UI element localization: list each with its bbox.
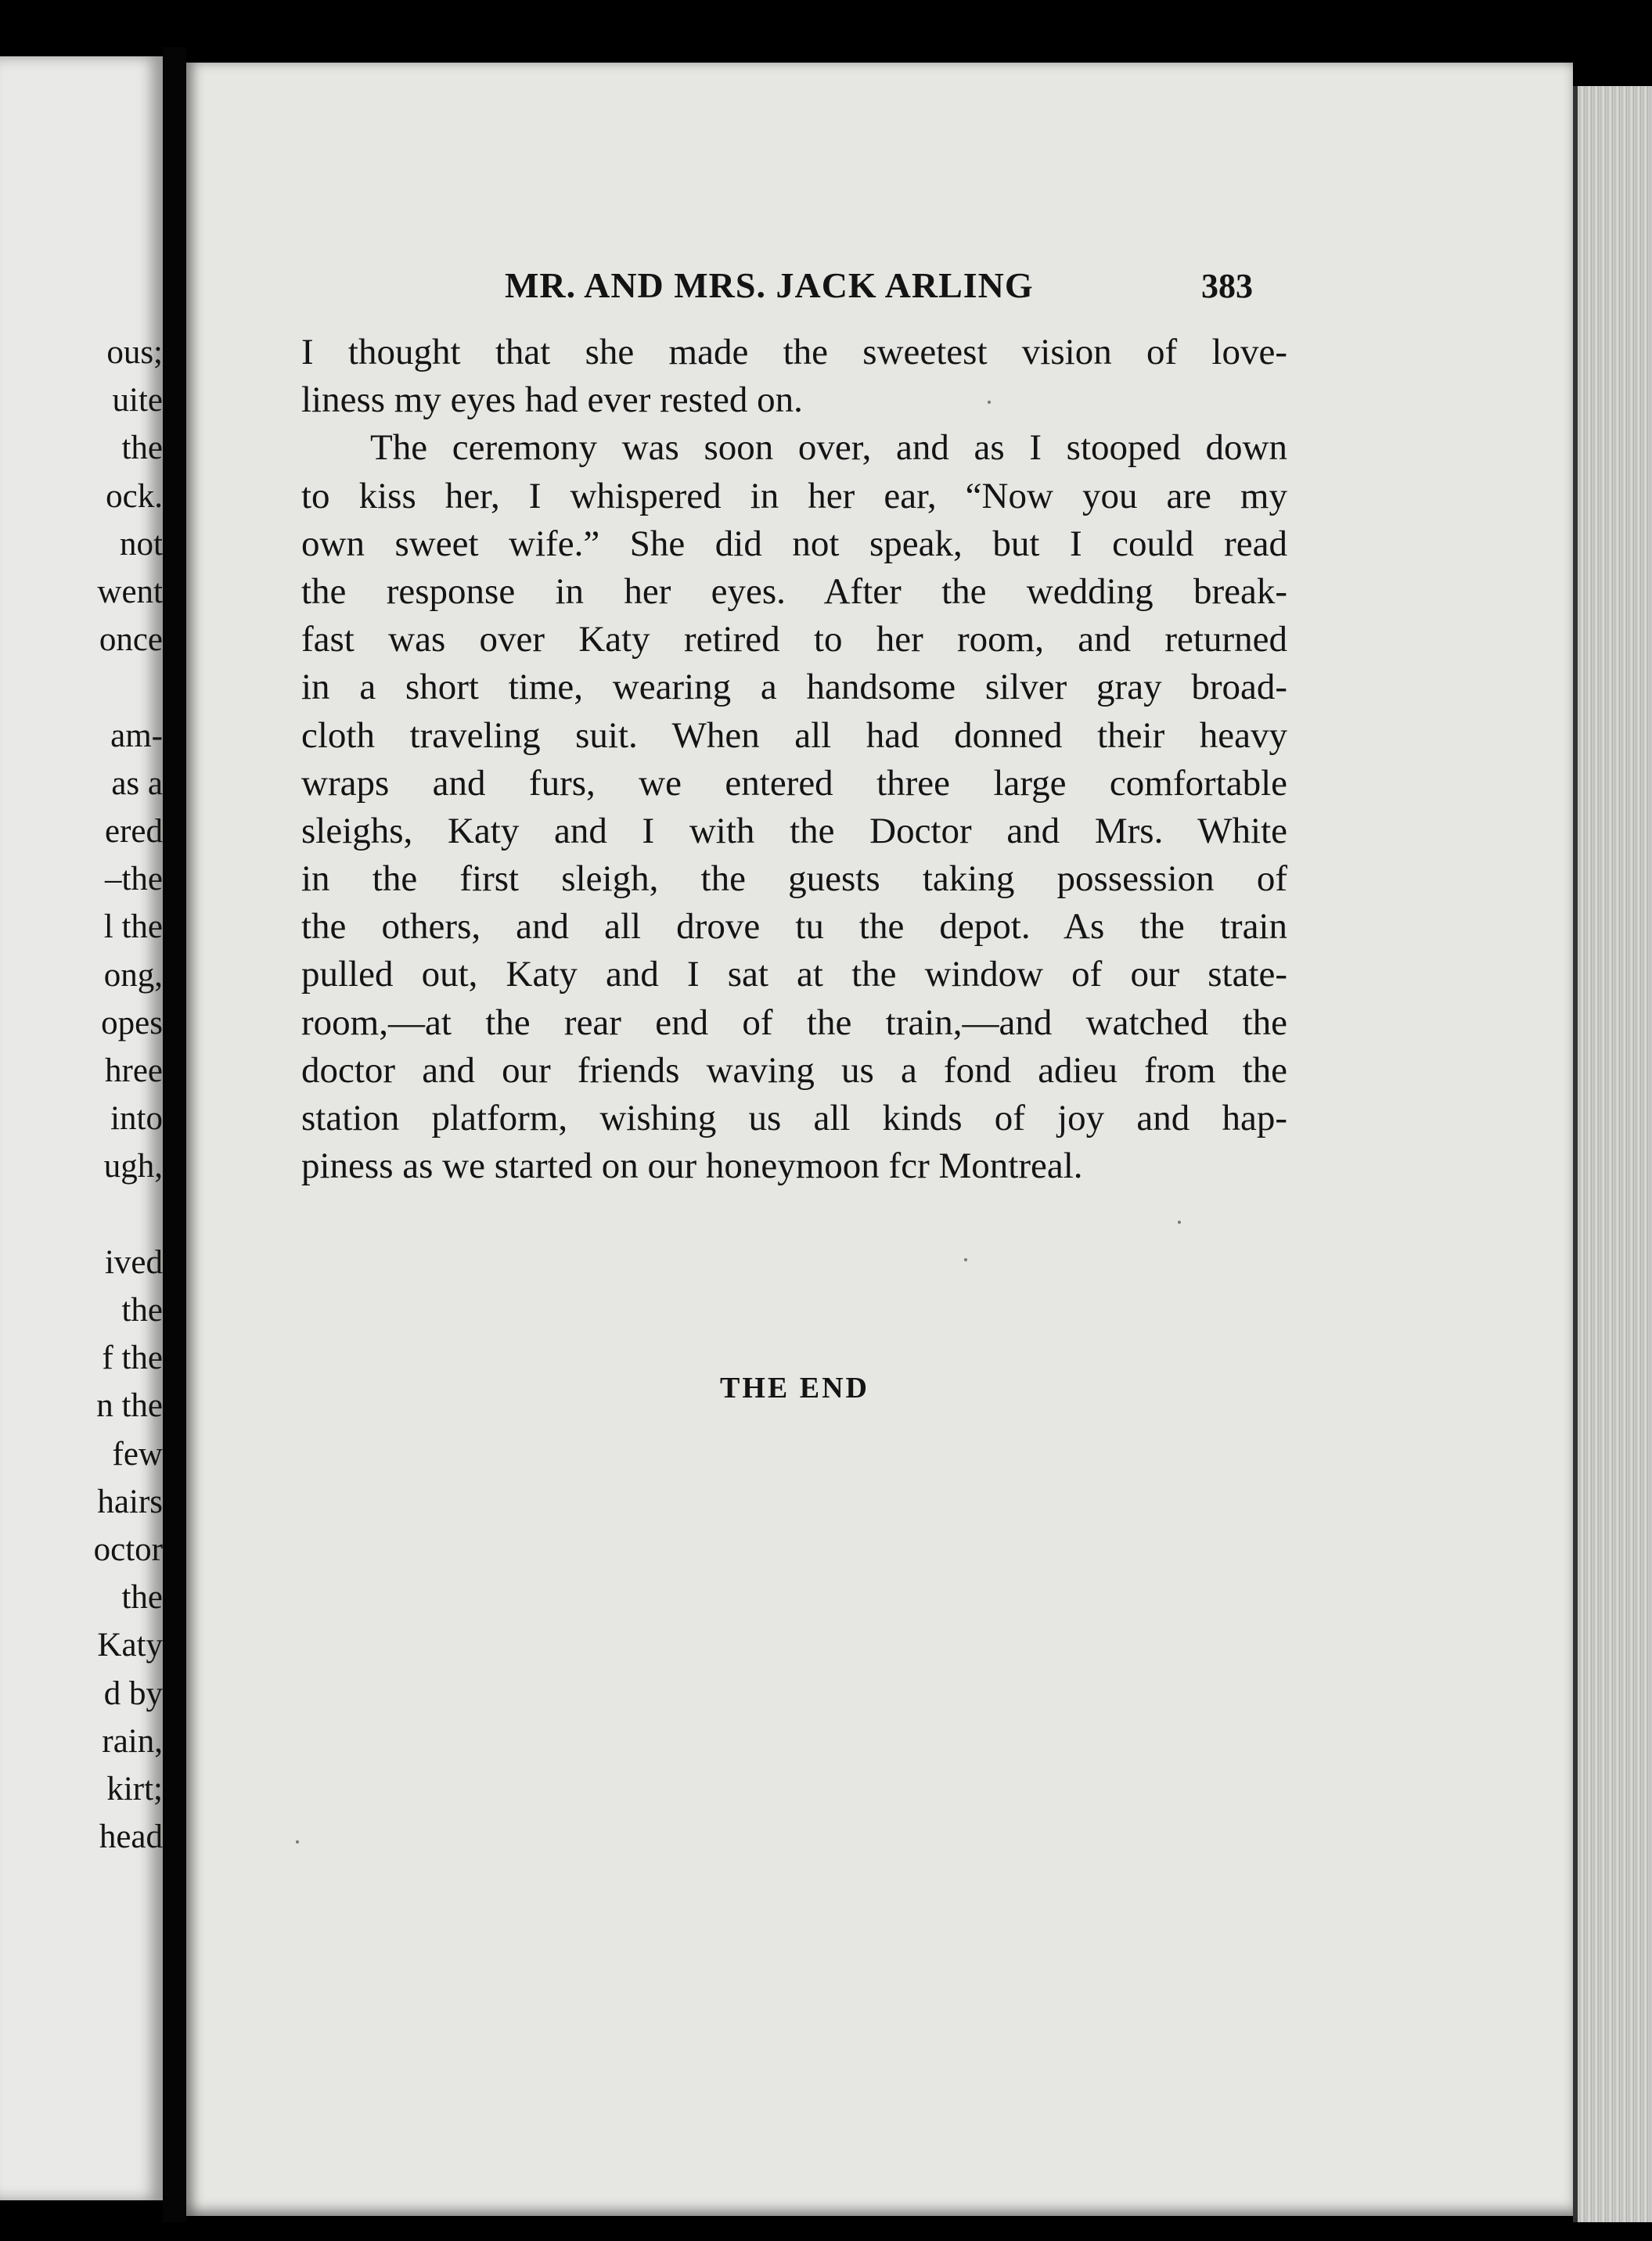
text-line: room,—at the rear end of the train,—and watched the: [301, 1002, 1287, 1043]
previous-page-line-fragment: ous;: [106, 334, 163, 371]
text-line: wraps and furs, we entered three large comfortable: [301, 762, 1287, 804]
text-line: doctor and our friends waving us a fond adieu from the: [301, 1049, 1287, 1091]
paper-speck: [988, 401, 991, 404]
page-gutter: [163, 47, 186, 2222]
text-line: fast was over Katy retired to her room, and returned: [301, 619, 1287, 660]
previous-page-line-fragment: am-: [110, 717, 163, 754]
previous-page-line-fragment: the: [121, 1579, 163, 1617]
previous-page-line-fragment: opes: [101, 1004, 163, 1041]
text-line: in the first sleigh, the guests taking possession of: [301, 858, 1287, 900]
paper-speck: [296, 1840, 299, 1844]
text-line: own sweet wife.” She did not speak, but I could read: [301, 523, 1287, 564]
text-line: I thought that she made the sweetest vision of love-: [301, 332, 1287, 372]
previous-page-line-fragment: hairs: [97, 1483, 163, 1520]
previous-page-line-fragment: head: [99, 1818, 163, 1856]
text-line: pulled out, Katy and I sat at the window of our state-: [301, 954, 1287, 995]
previous-page-line-fragment: ock.: [106, 477, 163, 515]
previous-page-line-fragment: as a: [111, 764, 163, 802]
text-line: piness as we started on our honeymoon fcr Montreal.: [301, 1146, 1083, 1187]
text-line: sleighs, Katy and I with the Doctor and Mrs. White: [301, 810, 1287, 851]
previous-page-line-fragment: the: [121, 430, 163, 467]
previous-page-line-fragment: uite: [112, 382, 163, 419]
previous-page-line-fragment: kirt;: [106, 1771, 163, 1808]
previous-page-line-fragment: ong,: [103, 956, 163, 994]
text-line: The ceremony was soon over, and as I stooped down: [370, 427, 1287, 469]
text-line: in a short time, wearing a handsome silver gray broad-: [301, 667, 1287, 708]
text-line: the response in her eyes. After the wedding break-: [301, 570, 1287, 612]
previous-page-line-fragment: went: [97, 574, 163, 610]
previous-page-line-fragment: hree: [105, 1052, 163, 1089]
running-head: MR. AND MRS. JACK ARLING: [505, 265, 1034, 305]
previous-page-line-fragment: few: [112, 1435, 163, 1473]
text-line: cloth traveling suit. When all had donned their heavy: [301, 714, 1287, 756]
body-text: [301, 329, 1287, 1190]
paper-speck: [964, 1258, 967, 1261]
previous-page-line-fragment: n the: [96, 1387, 163, 1425]
page-number: 383: [1201, 267, 1253, 305]
previous-page-line-fragment: into: [110, 1100, 163, 1138]
text-line: station platform, wishing us all kinds of joy and hap-: [301, 1098, 1287, 1138]
previous-page-line-fragment: ered: [105, 813, 163, 850]
previous-page-line-fragment: d by: [103, 1674, 163, 1712]
previous-page: [0, 56, 163, 2200]
previous-page-line-fragment: not: [120, 525, 163, 563]
closing-text: THE END: [720, 1372, 869, 1405]
previous-page-line-fragment: octor: [93, 1531, 163, 1568]
previous-page-line-fragment: f the: [102, 1340, 163, 1377]
previous-page-line-fragment: ived: [104, 1243, 163, 1281]
paper-speck: [1178, 1221, 1181, 1224]
text-line: to kiss her, I whispered in her ear, “Now you are my: [301, 475, 1287, 516]
text-line: the others, and all drove tu the depot. As the train: [301, 906, 1287, 948]
previous-page-line-fragment: l the: [103, 908, 163, 946]
text-line: liness my eyes had ever rested on.: [301, 379, 803, 421]
previous-page-line-fragment: Katy: [97, 1627, 163, 1664]
previous-page-line-fragment: the: [121, 1292, 163, 1329]
page-fore-edge: [1573, 86, 1652, 2222]
previous-page-line-fragment: once: [99, 621, 163, 659]
previous-page-line-fragment: –the: [104, 861, 163, 898]
previous-page-line-fragment: ugh,: [103, 1148, 163, 1185]
previous-page-line-fragment: rain,: [102, 1722, 163, 1760]
